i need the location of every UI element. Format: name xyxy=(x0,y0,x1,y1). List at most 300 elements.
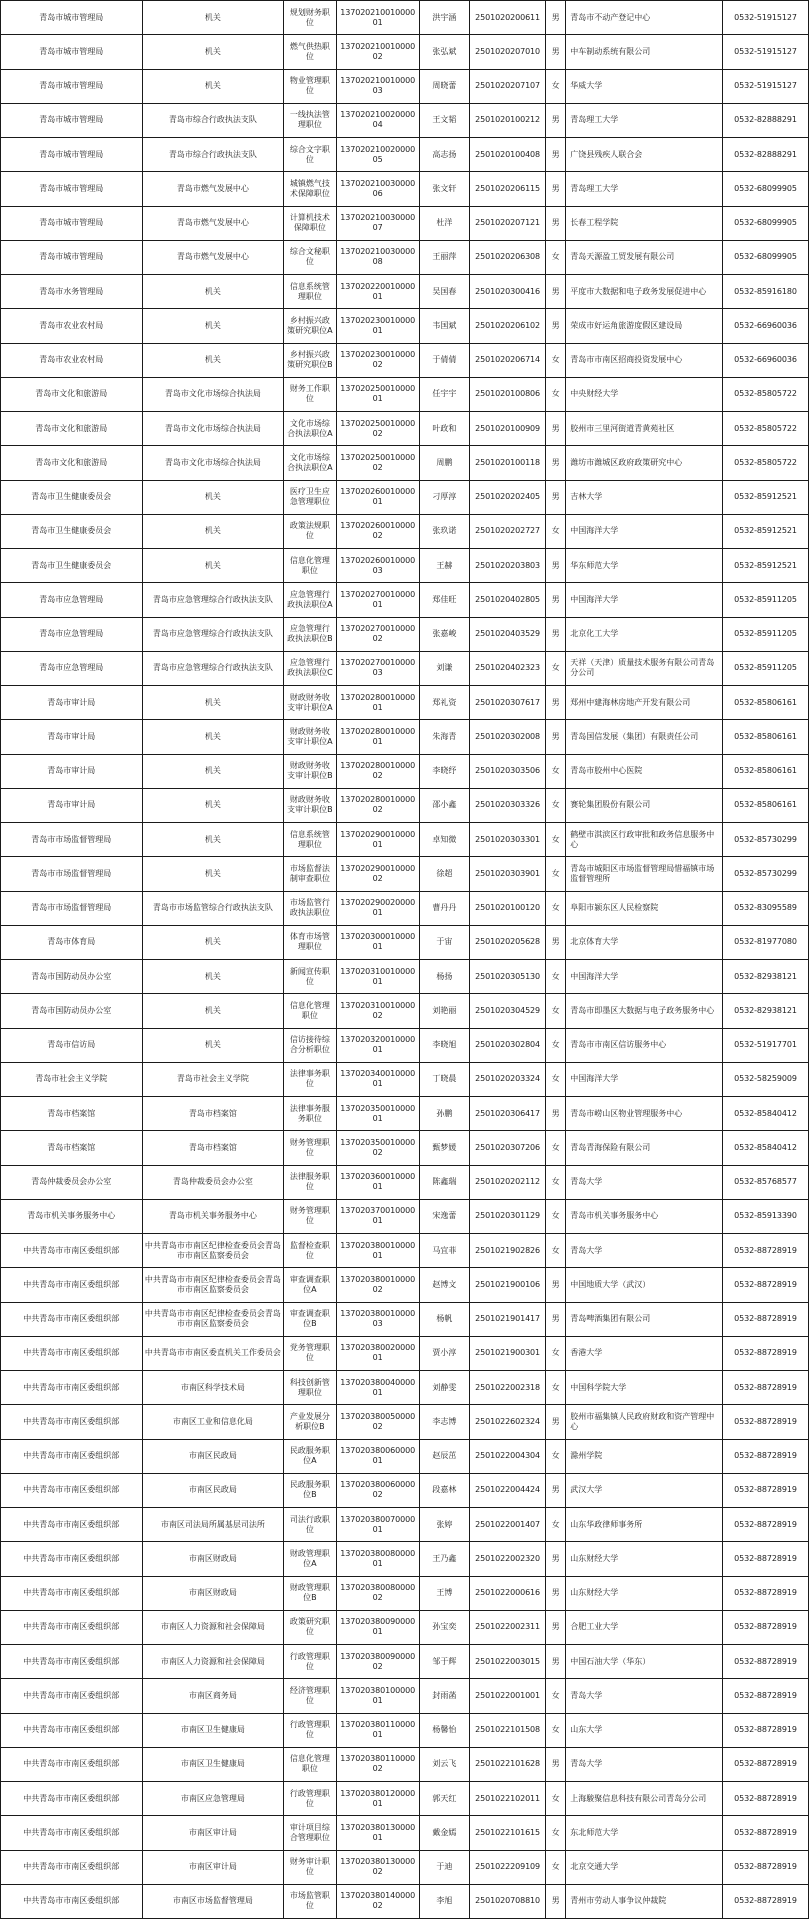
gender-cell: 男 xyxy=(546,412,566,446)
position-cell: 物业管理职位 xyxy=(284,69,337,103)
position-code-cell: 13702038004000001 xyxy=(336,1371,419,1405)
candidate-name-cell: 刘艳丽 xyxy=(419,994,470,1028)
position-cell: 综合文秘职位 xyxy=(284,240,337,274)
table-row xyxy=(1,240,809,274)
phone-cell: 0532-85911205 xyxy=(722,617,808,651)
phone-cell: 0532-88728919 xyxy=(722,1542,808,1576)
position-code-cell: 13702038014000002 xyxy=(336,1884,419,1918)
position-cell: 计算机技术保障职位 xyxy=(284,206,337,240)
candidate-name-cell: 郑礼资 xyxy=(419,686,470,720)
unit-cell: 市南区商务局 xyxy=(142,1679,284,1713)
position-code-cell: 13702038005000002 xyxy=(336,1405,419,1439)
phone-cell: 0532-88728919 xyxy=(722,1405,808,1439)
candidate-name-cell: 杨帆 xyxy=(419,1302,470,1336)
exam-number-cell: 2501022004424 xyxy=(470,1473,546,1507)
table-row xyxy=(1,1028,809,1062)
unit-cell: 青岛市综合行政执法支队 xyxy=(142,138,284,172)
work-unit-cell: 青岛理工大学 xyxy=(566,103,723,137)
work-unit-cell: 中国科学院大学 xyxy=(566,1371,723,1405)
phone-cell: 0532-88728919 xyxy=(722,1679,808,1713)
unit-cell: 机关 xyxy=(142,686,284,720)
position-cell: 财务审计职位 xyxy=(284,1850,337,1884)
candidate-name-cell: 王丽萍 xyxy=(419,240,470,274)
table-row xyxy=(1,514,809,548)
unit-cell: 机关 xyxy=(142,309,284,343)
candidate-name-cell: 于倩倩 xyxy=(419,343,470,377)
unit-cell: 市南区审计局 xyxy=(142,1850,284,1884)
table-row xyxy=(1,549,809,583)
table-row xyxy=(1,1268,809,1302)
gender-cell: 女 xyxy=(546,1165,566,1199)
position-cell: 财务工作职位 xyxy=(284,377,337,411)
unit-cell: 机关 xyxy=(142,275,284,309)
unit-cell: 机关 xyxy=(142,788,284,822)
work-unit-cell: 北京体育大学 xyxy=(566,925,723,959)
unit-cell: 机关 xyxy=(142,720,284,754)
work-unit-cell: 青岛市市南区信访服务中心 xyxy=(566,1028,723,1062)
phone-cell: 0532-88728919 xyxy=(722,1884,808,1918)
candidate-name-cell: 王博 xyxy=(419,1576,470,1610)
position-code-cell: 13702038006000002 xyxy=(336,1473,419,1507)
candidate-name-cell: 李晓纾 xyxy=(419,754,470,788)
phone-cell: 0532-68099905 xyxy=(722,206,808,240)
position-cell: 应急管理行政执法职位C xyxy=(284,651,337,685)
position-code-cell: 13702038002000001 xyxy=(336,1336,419,1370)
department-cell: 青岛市文化和旅游局 xyxy=(1,412,143,446)
gender-cell: 男 xyxy=(546,275,566,309)
gender-cell: 女 xyxy=(546,1131,566,1165)
exam-number-cell: 2501020708810 xyxy=(470,1884,546,1918)
position-cell: 民政服务职位A xyxy=(284,1439,337,1473)
position-cell: 党务管理职位 xyxy=(284,1336,337,1370)
gender-cell: 男 xyxy=(546,583,566,617)
candidate-name-cell: 高志扬 xyxy=(419,138,470,172)
table-row xyxy=(1,994,809,1028)
unit-cell: 青岛市应急管理综合行政执法支队 xyxy=(142,651,284,685)
exam-number-cell: 2501022000616 xyxy=(470,1576,546,1610)
work-unit-cell: 长春工程学院 xyxy=(566,206,723,240)
exam-number-cell: 2501022102011 xyxy=(470,1782,546,1816)
candidate-name-cell: 王乃鑫 xyxy=(419,1542,470,1576)
table-row xyxy=(1,1097,809,1131)
position-cell: 政策研究职位 xyxy=(284,1610,337,1644)
candidate-name-cell: 赵博文 xyxy=(419,1268,470,1302)
exam-number-cell: 2501021901417 xyxy=(470,1302,546,1336)
gender-cell: 女 xyxy=(546,240,566,274)
phone-cell: 0532-85805722 xyxy=(722,412,808,446)
position-cell: 财务管理职位 xyxy=(284,1131,337,1165)
exam-number-cell: 2501022101615 xyxy=(470,1816,546,1850)
position-code-cell: 13702031001000001 xyxy=(336,960,419,994)
department-cell: 青岛市审计局 xyxy=(1,720,143,754)
exam-number-cell: 2501022001407 xyxy=(470,1508,546,1542)
gender-cell: 男 xyxy=(546,172,566,206)
gender-cell: 女 xyxy=(546,377,566,411)
position-code-cell: 13702021001000002 xyxy=(336,35,419,69)
phone-cell: 0532-88728919 xyxy=(722,1782,808,1816)
unit-cell: 机关 xyxy=(142,549,284,583)
position-code-cell: 13702026001000003 xyxy=(336,549,419,583)
gender-cell: 女 xyxy=(546,823,566,857)
exam-number-cell: 2501020202727 xyxy=(470,514,546,548)
work-unit-cell: 北京化工大学 xyxy=(566,617,723,651)
department-cell: 中共青岛市市南区委组织部 xyxy=(1,1473,143,1507)
position-code-cell: 13702038011000001 xyxy=(336,1713,419,1747)
exam-number-cell: 2501020100120 xyxy=(470,891,546,925)
position-code-cell: 13702038012000001 xyxy=(336,1782,419,1816)
position-code-cell: 13702025001000002 xyxy=(336,446,419,480)
candidate-name-cell: 周鹏 xyxy=(419,446,470,480)
department-cell: 中共青岛市市南区委组织部 xyxy=(1,1679,143,1713)
exam-number-cell: 2501020207010 xyxy=(470,35,546,69)
phone-cell: 0532-85912521 xyxy=(722,549,808,583)
position-cell: 文化市场综合执法职位A xyxy=(284,412,337,446)
position-code-cell: 13702027001000002 xyxy=(336,617,419,651)
work-unit-cell: 青岛啤酒集团有限公司 xyxy=(566,1302,723,1336)
position-code-cell: 13702038009000001 xyxy=(336,1610,419,1644)
department-cell: 青岛市文化和旅游局 xyxy=(1,446,143,480)
candidate-name-cell: 刁厚淳 xyxy=(419,480,470,514)
work-unit-cell: 青岛市市南区招商投资发展中心 xyxy=(566,343,723,377)
table-row xyxy=(1,1131,809,1165)
position-cell: 乡村振兴政策研究职位B xyxy=(284,343,337,377)
work-unit-cell: 滁州学院 xyxy=(566,1439,723,1473)
department-cell: 青岛市市场监督管理局 xyxy=(1,891,143,925)
table-row xyxy=(1,309,809,343)
position-code-cell: 13702021003000007 xyxy=(336,206,419,240)
department-cell: 中共青岛市市南区委组织部 xyxy=(1,1782,143,1816)
unit-cell: 机关 xyxy=(142,480,284,514)
exam-number-cell: 2501022101508 xyxy=(470,1713,546,1747)
gender-cell: 男 xyxy=(546,1473,566,1507)
work-unit-cell: 山东财经大学 xyxy=(566,1542,723,1576)
work-unit-cell: 胶州市福集镇人民政府财政和资产管理中心 xyxy=(566,1405,723,1439)
phone-cell: 0532-88728919 xyxy=(722,1576,808,1610)
unit-cell: 青岛市档案馆 xyxy=(142,1131,284,1165)
position-code-cell: 13702038011000002 xyxy=(336,1747,419,1781)
department-cell: 中共青岛市市南区委组织部 xyxy=(1,1747,143,1781)
work-unit-cell: 青岛大学 xyxy=(566,1165,723,1199)
unit-cell: 市南区财政局 xyxy=(142,1576,284,1610)
work-unit-cell: 赛轮集团股份有限公司 xyxy=(566,788,723,822)
position-code-cell: 13702021002000004 xyxy=(336,103,419,137)
position-cell: 经济管理职位 xyxy=(284,1679,337,1713)
gender-cell: 男 xyxy=(546,1610,566,1644)
work-unit-cell: 青岛大学 xyxy=(566,1747,723,1781)
candidate-name-cell: 朱海青 xyxy=(419,720,470,754)
department-cell: 青岛市应急管理局 xyxy=(1,617,143,651)
exam-number-cell: 2501020206102 xyxy=(470,309,546,343)
candidate-name-cell: 王文韬 xyxy=(419,103,470,137)
candidate-name-cell: 郑佳旺 xyxy=(419,583,470,617)
unit-cell: 青岛市档案馆 xyxy=(142,1097,284,1131)
work-unit-cell: 中国海洋大学 xyxy=(566,1062,723,1096)
unit-cell: 青岛市文化市场综合执法局 xyxy=(142,377,284,411)
table-row xyxy=(1,1165,809,1199)
position-code-cell: 13702031001000002 xyxy=(336,994,419,1028)
phone-cell: 0532-85840412 xyxy=(722,1131,808,1165)
gender-cell: 男 xyxy=(546,206,566,240)
work-unit-cell: 武汉大学 xyxy=(566,1473,723,1507)
department-cell: 青岛市体育局 xyxy=(1,925,143,959)
gender-cell: 男 xyxy=(546,309,566,343)
table-body xyxy=(1,1,809,1919)
unit-cell: 市南区应急管理局 xyxy=(142,1782,284,1816)
exam-number-cell: 2501020206308 xyxy=(470,240,546,274)
position-code-cell: 13702030001000001 xyxy=(336,925,419,959)
exam-number-cell: 2501021900301 xyxy=(470,1336,546,1370)
phone-cell: 0532-88728919 xyxy=(722,1268,808,1302)
candidate-name-cell: 于宙 xyxy=(419,925,470,959)
unit-cell: 中共青岛市市南区纪律检查委员会青岛市市南区监察委员会 xyxy=(142,1234,284,1268)
position-cell: 财政管理职位A xyxy=(284,1542,337,1576)
position-code-cell: 13702037001000001 xyxy=(336,1199,419,1233)
work-unit-cell: 合肥工业大学 xyxy=(566,1610,723,1644)
position-cell: 法律事务服务职位 xyxy=(284,1097,337,1131)
gender-cell: 女 xyxy=(546,343,566,377)
gender-cell: 女 xyxy=(546,891,566,925)
work-unit-cell: 天祥（天津）质量技术服务有限公司青岛分公司 xyxy=(566,651,723,685)
position-cell: 行政管理职位 xyxy=(284,1782,337,1816)
department-cell: 中共青岛市市南区委组织部 xyxy=(1,1439,143,1473)
work-unit-cell: 青岛青海保险有限公司 xyxy=(566,1131,723,1165)
table-row xyxy=(1,754,809,788)
department-cell: 中共青岛市市南区委组织部 xyxy=(1,1234,143,1268)
exam-number-cell: 2501020203803 xyxy=(470,549,546,583)
position-cell: 市场监管职位 xyxy=(284,1884,337,1918)
table-row xyxy=(1,720,809,754)
candidate-name-cell: 徐超 xyxy=(419,857,470,891)
position-cell: 乡村振兴政策研究职位A xyxy=(284,309,337,343)
table-row xyxy=(1,1405,809,1439)
position-cell: 法律服务职位 xyxy=(284,1165,337,1199)
position-cell: 一线执法管理职位 xyxy=(284,103,337,137)
position-code-cell: 13702034001000001 xyxy=(336,1062,419,1096)
table-row xyxy=(1,412,809,446)
work-unit-cell: 青岛市崂山区物业管理服务中心 xyxy=(566,1097,723,1131)
candidate-name-cell: 于迪 xyxy=(419,1850,470,1884)
unit-cell: 青岛仲裁委员会办公室 xyxy=(142,1165,284,1199)
department-cell: 中共青岛市市南区委组织部 xyxy=(1,1576,143,1610)
department-cell: 青岛市审计局 xyxy=(1,686,143,720)
work-unit-cell: 中国海洋大学 xyxy=(566,514,723,548)
gender-cell: 男 xyxy=(546,1097,566,1131)
candidate-name-cell: 邵小鑫 xyxy=(419,788,470,822)
phone-cell: 0532-88728919 xyxy=(722,1747,808,1781)
work-unit-cell: 青岛市胶州中心医院 xyxy=(566,754,723,788)
position-cell: 审查调查职位B xyxy=(284,1302,337,1336)
exam-number-cell: 2501020206714 xyxy=(470,343,546,377)
table-row xyxy=(1,138,809,172)
work-unit-cell: 中央财经大学 xyxy=(566,377,723,411)
unit-cell: 市南区卫生健康局 xyxy=(142,1713,284,1747)
position-cell: 规划财务职位 xyxy=(284,1,337,35)
table-row xyxy=(1,1645,809,1679)
position-cell: 新闻宣传职位 xyxy=(284,960,337,994)
department-cell: 青岛市城市管理局 xyxy=(1,103,143,137)
candidate-name-cell: 韦国斌 xyxy=(419,309,470,343)
position-cell: 文化市场综合执法职位A xyxy=(284,446,337,480)
unit-cell: 机关 xyxy=(142,514,284,548)
department-cell: 青岛市城市管理局 xyxy=(1,206,143,240)
phone-cell: 0532-82888291 xyxy=(722,103,808,137)
department-cell: 青岛市城市管理局 xyxy=(1,1,143,35)
exam-number-cell: 2501020307206 xyxy=(470,1131,546,1165)
department-cell: 中共青岛市市南区委组织部 xyxy=(1,1816,143,1850)
position-code-cell: 13702023001000002 xyxy=(336,343,419,377)
table-row xyxy=(1,172,809,206)
candidate-name-cell: 张嘉峻 xyxy=(419,617,470,651)
exam-number-cell: 2501020100806 xyxy=(470,377,546,411)
exam-number-cell: 2501020200611 xyxy=(470,1,546,35)
position-cell: 法律事务职位 xyxy=(284,1062,337,1096)
department-cell: 中共青岛市市南区委组织部 xyxy=(1,1850,143,1884)
candidate-name-cell: 丁晓晨 xyxy=(419,1062,470,1096)
position-code-cell: 13702038001000001 xyxy=(336,1234,419,1268)
table-row xyxy=(1,1371,809,1405)
position-cell: 产业发展分析职位B xyxy=(284,1405,337,1439)
position-code-cell: 13702029002000001 xyxy=(336,891,419,925)
gender-cell: 男 xyxy=(546,1884,566,1918)
phone-cell: 0532-88728919 xyxy=(722,1645,808,1679)
position-code-cell: 13702038001000002 xyxy=(336,1268,419,1302)
department-cell: 中共青岛市市南区委组织部 xyxy=(1,1508,143,1542)
phone-cell: 0532-66960036 xyxy=(722,343,808,377)
position-code-cell: 13702029001000001 xyxy=(336,823,419,857)
position-cell: 医疗卫生应急管理职位 xyxy=(284,480,337,514)
candidate-name-cell: 李晓旭 xyxy=(419,1028,470,1062)
gender-cell: 女 xyxy=(546,651,566,685)
table-row xyxy=(1,686,809,720)
position-code-cell: 13702038013000001 xyxy=(336,1816,419,1850)
candidate-name-cell: 封雨菡 xyxy=(419,1679,470,1713)
table-row xyxy=(1,1,809,35)
candidate-name-cell: 张婷 xyxy=(419,1508,470,1542)
phone-cell: 0532-85730299 xyxy=(722,823,808,857)
work-unit-cell: 青州市劳动人事争议仲裁院 xyxy=(566,1884,723,1918)
position-code-cell: 13702038010000001 xyxy=(336,1679,419,1713)
position-cell: 信息系统管理职位 xyxy=(284,823,337,857)
unit-cell: 机关 xyxy=(142,994,284,1028)
position-cell: 应急管理行政执法职位B xyxy=(284,617,337,651)
position-cell: 审查调查职位A xyxy=(284,1268,337,1302)
position-code-cell: 13702027001000003 xyxy=(336,651,419,685)
phone-cell: 0532-51915127 xyxy=(722,1,808,35)
position-code-cell: 13702026001000002 xyxy=(336,514,419,548)
work-unit-cell: 平度市大数据和电子政务发展促进中心 xyxy=(566,275,723,309)
table-row xyxy=(1,583,809,617)
work-unit-cell: 青岛国信发展（集团）有限责任公司 xyxy=(566,720,723,754)
position-code-cell: 13702021002000005 xyxy=(336,138,419,172)
department-cell: 青岛市机关事务服务中心 xyxy=(1,1199,143,1233)
table-row xyxy=(1,103,809,137)
candidate-name-cell: 刘谦 xyxy=(419,651,470,685)
exam-number-cell: 2501022002320 xyxy=(470,1542,546,1576)
gender-cell: 男 xyxy=(546,925,566,959)
phone-cell: 0532-88728919 xyxy=(722,1234,808,1268)
gender-cell: 女 xyxy=(546,1199,566,1233)
position-cell: 监督检查职位 xyxy=(284,1234,337,1268)
gender-cell: 女 xyxy=(546,1439,566,1473)
exam-number-cell: 2501020402805 xyxy=(470,583,546,617)
unit-cell: 市南区工业和信息化局 xyxy=(142,1405,284,1439)
phone-cell: 0532-88728919 xyxy=(722,1439,808,1473)
position-code-cell: 13702038013000002 xyxy=(336,1850,419,1884)
position-cell: 财务管理职位 xyxy=(284,1199,337,1233)
work-unit-cell: 青岛理工大学 xyxy=(566,172,723,206)
work-unit-cell: 荣成市好运角旅游度假区建设局 xyxy=(566,309,723,343)
position-cell: 财政管理职位B xyxy=(284,1576,337,1610)
work-unit-cell: 胶州市三里河街道青黄苑社区 xyxy=(566,412,723,446)
table-row xyxy=(1,480,809,514)
gender-cell: 男 xyxy=(546,1747,566,1781)
unit-cell: 机关 xyxy=(142,1028,284,1062)
phone-cell: 0532-85806161 xyxy=(722,720,808,754)
phone-cell: 0532-85911205 xyxy=(722,583,808,617)
department-cell: 中共青岛市市南区委组织部 xyxy=(1,1713,143,1747)
gender-cell: 男 xyxy=(546,103,566,137)
department-cell: 青岛市市场监督管理局 xyxy=(1,857,143,891)
phone-cell: 0532-85916180 xyxy=(722,275,808,309)
table-row xyxy=(1,35,809,69)
table-row xyxy=(1,1508,809,1542)
position-code-cell: 13702022001000001 xyxy=(336,275,419,309)
work-unit-cell: 青岛大学 xyxy=(566,1234,723,1268)
candidate-name-cell: 杨馨怡 xyxy=(419,1713,470,1747)
candidate-name-cell: 张玖诺 xyxy=(419,514,470,548)
position-code-cell: 13702032001000001 xyxy=(336,1028,419,1062)
unit-cell: 市南区卫生健康局 xyxy=(142,1747,284,1781)
gender-cell: 女 xyxy=(546,788,566,822)
table-row xyxy=(1,1713,809,1747)
exam-number-cell: 2501022002311 xyxy=(470,1610,546,1644)
gender-cell: 男 xyxy=(546,1576,566,1610)
phone-cell: 0532-85840412 xyxy=(722,1097,808,1131)
table-row xyxy=(1,206,809,240)
position-cell: 财政财务收支审计职位A xyxy=(284,720,337,754)
work-unit-cell: 青岛市城阳区市场监督管理局惜福镇市场监督管理所 xyxy=(566,857,723,891)
gender-cell: 男 xyxy=(546,1405,566,1439)
work-unit-cell: 中国海洋大学 xyxy=(566,583,723,617)
candidate-name-cell: 贾小淳 xyxy=(419,1336,470,1370)
department-cell: 青岛市文化和旅游局 xyxy=(1,377,143,411)
phone-cell: 0532-85806161 xyxy=(722,686,808,720)
department-cell: 中共青岛市市南区委组织部 xyxy=(1,1884,143,1918)
candidate-name-cell: 张文轩 xyxy=(419,172,470,206)
table-row xyxy=(1,1234,809,1268)
table-row xyxy=(1,377,809,411)
department-cell: 中共青岛市市南区委组织部 xyxy=(1,1336,143,1370)
table-row xyxy=(1,69,809,103)
candidate-name-cell: 邹于辉 xyxy=(419,1645,470,1679)
exam-number-cell: 2501020100408 xyxy=(470,138,546,172)
table-row xyxy=(1,1747,809,1781)
department-cell: 中共青岛市市南区委组织部 xyxy=(1,1268,143,1302)
phone-cell: 0532-83095589 xyxy=(722,891,808,925)
work-unit-cell: 鹤壁市淇滨区行政审批和政务信息服务中心 xyxy=(566,823,723,857)
phone-cell: 0532-88728919 xyxy=(722,1610,808,1644)
unit-cell: 青岛市燃气发展中心 xyxy=(142,206,284,240)
department-cell: 青岛市国防动员办公室 xyxy=(1,994,143,1028)
phone-cell: 0532-88728919 xyxy=(722,1850,808,1884)
position-cell: 司法行政职位 xyxy=(284,1508,337,1542)
unit-cell: 市南区民政局 xyxy=(142,1473,284,1507)
unit-cell: 中共青岛市市南区纪律检查委员会青岛市市南区监察委员会 xyxy=(142,1302,284,1336)
gender-cell: 女 xyxy=(546,960,566,994)
gender-cell: 男 xyxy=(546,35,566,69)
table-row xyxy=(1,1816,809,1850)
table-row xyxy=(1,617,809,651)
